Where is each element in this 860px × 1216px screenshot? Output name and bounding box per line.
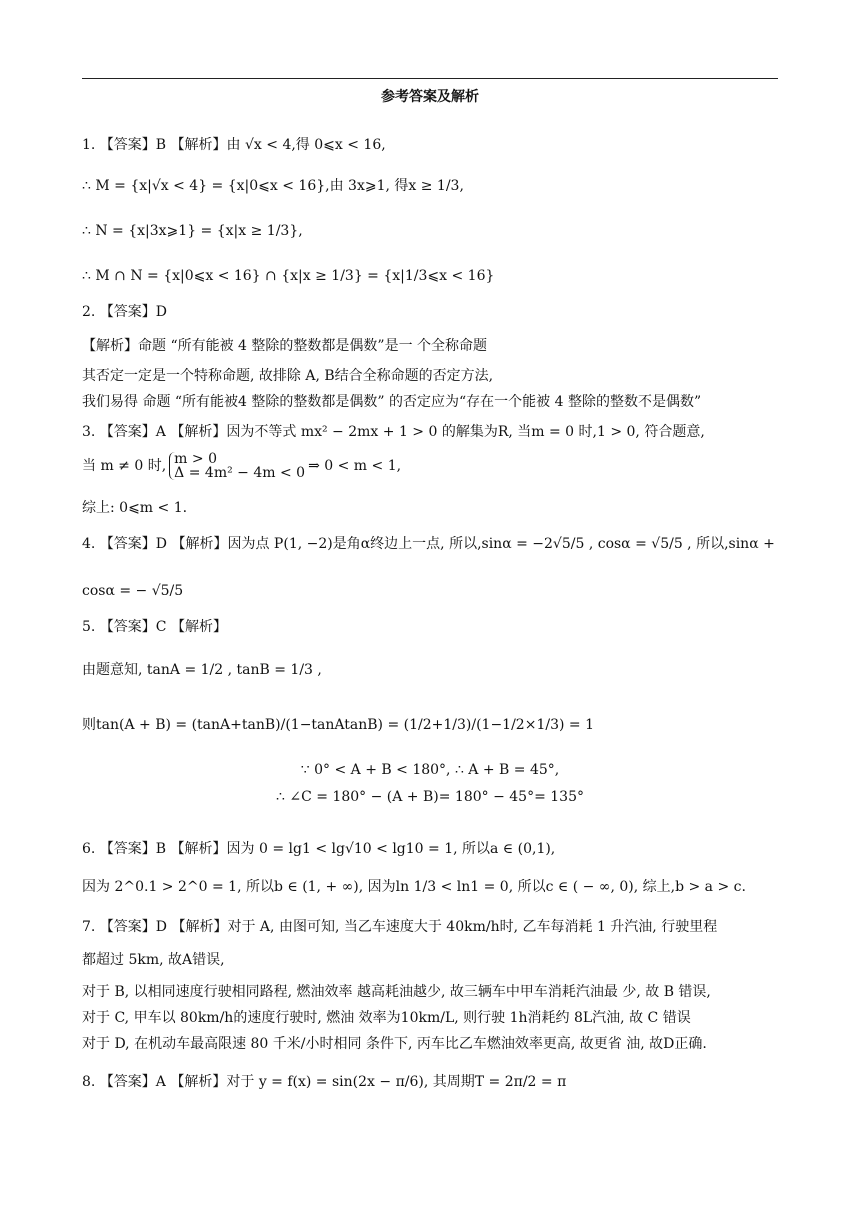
q5-line1: 由题意知, tanA = 1/2 , tanB = 1/3 , <box>82 662 322 678</box>
q7-line1: 7. 【答案】D 【解析】对于 A, 由图可知, 当乙车速度大于 40km/h时, 乙车每消耗 1 升汽油, 行驶里程 <box>82 919 718 935</box>
header-rule <box>82 78 778 79</box>
q2-line3: 我们易得 命题 “所有能被4 整除的整数都是偶数” 的否定应为“存在一个能被 4 整除的整数不是偶数” <box>82 394 702 410</box>
q7-line3: 对于 B, 以相同速度行驶相同路程, 燃油效率 越高耗油越少, 故三辆车中甲车消耗汽油最 少, 故 B 错误, <box>82 984 711 1000</box>
q6-line2: 因为 2^0.1 > 2^0 = 1, 所以b ∈ (1, + ∞), 因为ln 1/3 < ln1 = 0, 所以c ∈ ( − ∞, 0), 综上,b > a > c. <box>82 879 746 895</box>
q3-line1: 3. 【答案】A 【解析】因为不等式 mx² − 2mx + 1 > 0 的解集为R, 当m = 0 时,1 > 0, 符合题意, <box>82 424 705 440</box>
q5-line4: ∴ ∠C = 180° − (A + B)= 180° − 45°= 135° <box>276 789 584 805</box>
q1-line2: ∴ M = {x|√x < 4} = {x|0⩽x < 16},由 3x⩾1, 得x ≥ 1/3, <box>82 178 464 194</box>
q3-case-row2: Δ = 4m² − 4m < 0 <box>174 465 306 481</box>
q3-case-suffix: ⇒ 0 < m < 1, <box>308 458 402 474</box>
q3-case-row1: m > 0 <box>174 451 217 467</box>
q5-line3: ∵ 0° < A + B < 180°, ∴ A + B = 45°, <box>300 762 560 778</box>
page-title: 参考答案及解析 <box>381 89 479 105</box>
q7-line2: 都超过 5km, 故A错误, <box>82 952 225 968</box>
q8-line1: 8. 【答案】A 【解析】对于 y = f(x) = sin(2x − π/6), 其周期T = 2π/2 = π <box>82 1074 567 1090</box>
q3-case-prefix: 当 m ≠ 0 时, <box>82 458 167 474</box>
q4-line2: cosα = − √5/5 <box>82 583 184 599</box>
q1-line3: ∴ N = {x|3x⩾1} = {x|x ≥ 1/3}, <box>82 223 303 239</box>
q4-line1: 4. 【答案】D 【解析】因为点 P(1, −2)是角α终边上一点, 所以,sinα = −2√5/5 , cosα = √5/5 , 所以,sinα + <box>82 536 775 552</box>
q5-answer: 5. 【答案】C 【解析】 <box>82 619 227 635</box>
q2-line2: 其否定一定是一个特称命题, 故排除 A, B结合全称命题的否定方法, <box>82 368 494 384</box>
q3-summary: 综上: 0⩽m < 1. <box>82 500 188 516</box>
q7-line5: 对于 D, 在机动车最高限速 80 千米/小时相同 条件下, 丙车比乙车燃油效率更高, 故更省 油, 故D正确. <box>82 1036 707 1052</box>
q3-case-system <box>169 452 305 480</box>
q2-line1: 【解析】命题 “所有能被 4 整除的整数都是偶数”是一 个全称命题 <box>82 338 488 354</box>
q6-line1: 6. 【答案】B 【解析】因为 0 = lg1 < lg√10 < lg10 = 1, 所以a ∈ (0,1), <box>82 841 556 857</box>
q3-case-line <box>82 452 401 480</box>
q2-answer: 2. 【答案】D <box>82 304 168 320</box>
q1-line4: ∴ M ∩ N = {x|0⩽x < 16} ∩ {x|x ≥ 1/3} = {x|1/3⩽x < 16} <box>82 268 495 284</box>
q7-line4: 对于 C, 甲车以 80km/h的速度行驶时, 燃油 效率为10km/L, 则行驶 1h消耗约 8L汽油, 故 C 错误 <box>82 1010 691 1026</box>
q1-line1: 1. 【答案】B 【解析】由 √x < 4,得 0⩽x < 16, <box>82 137 386 153</box>
q5-line2: 则tan(A + B) = (tanA+tanB)/(1−tanAtanB) = (1/2+1/3)/(1−1/2×1/3) = 1 <box>82 717 594 733</box>
